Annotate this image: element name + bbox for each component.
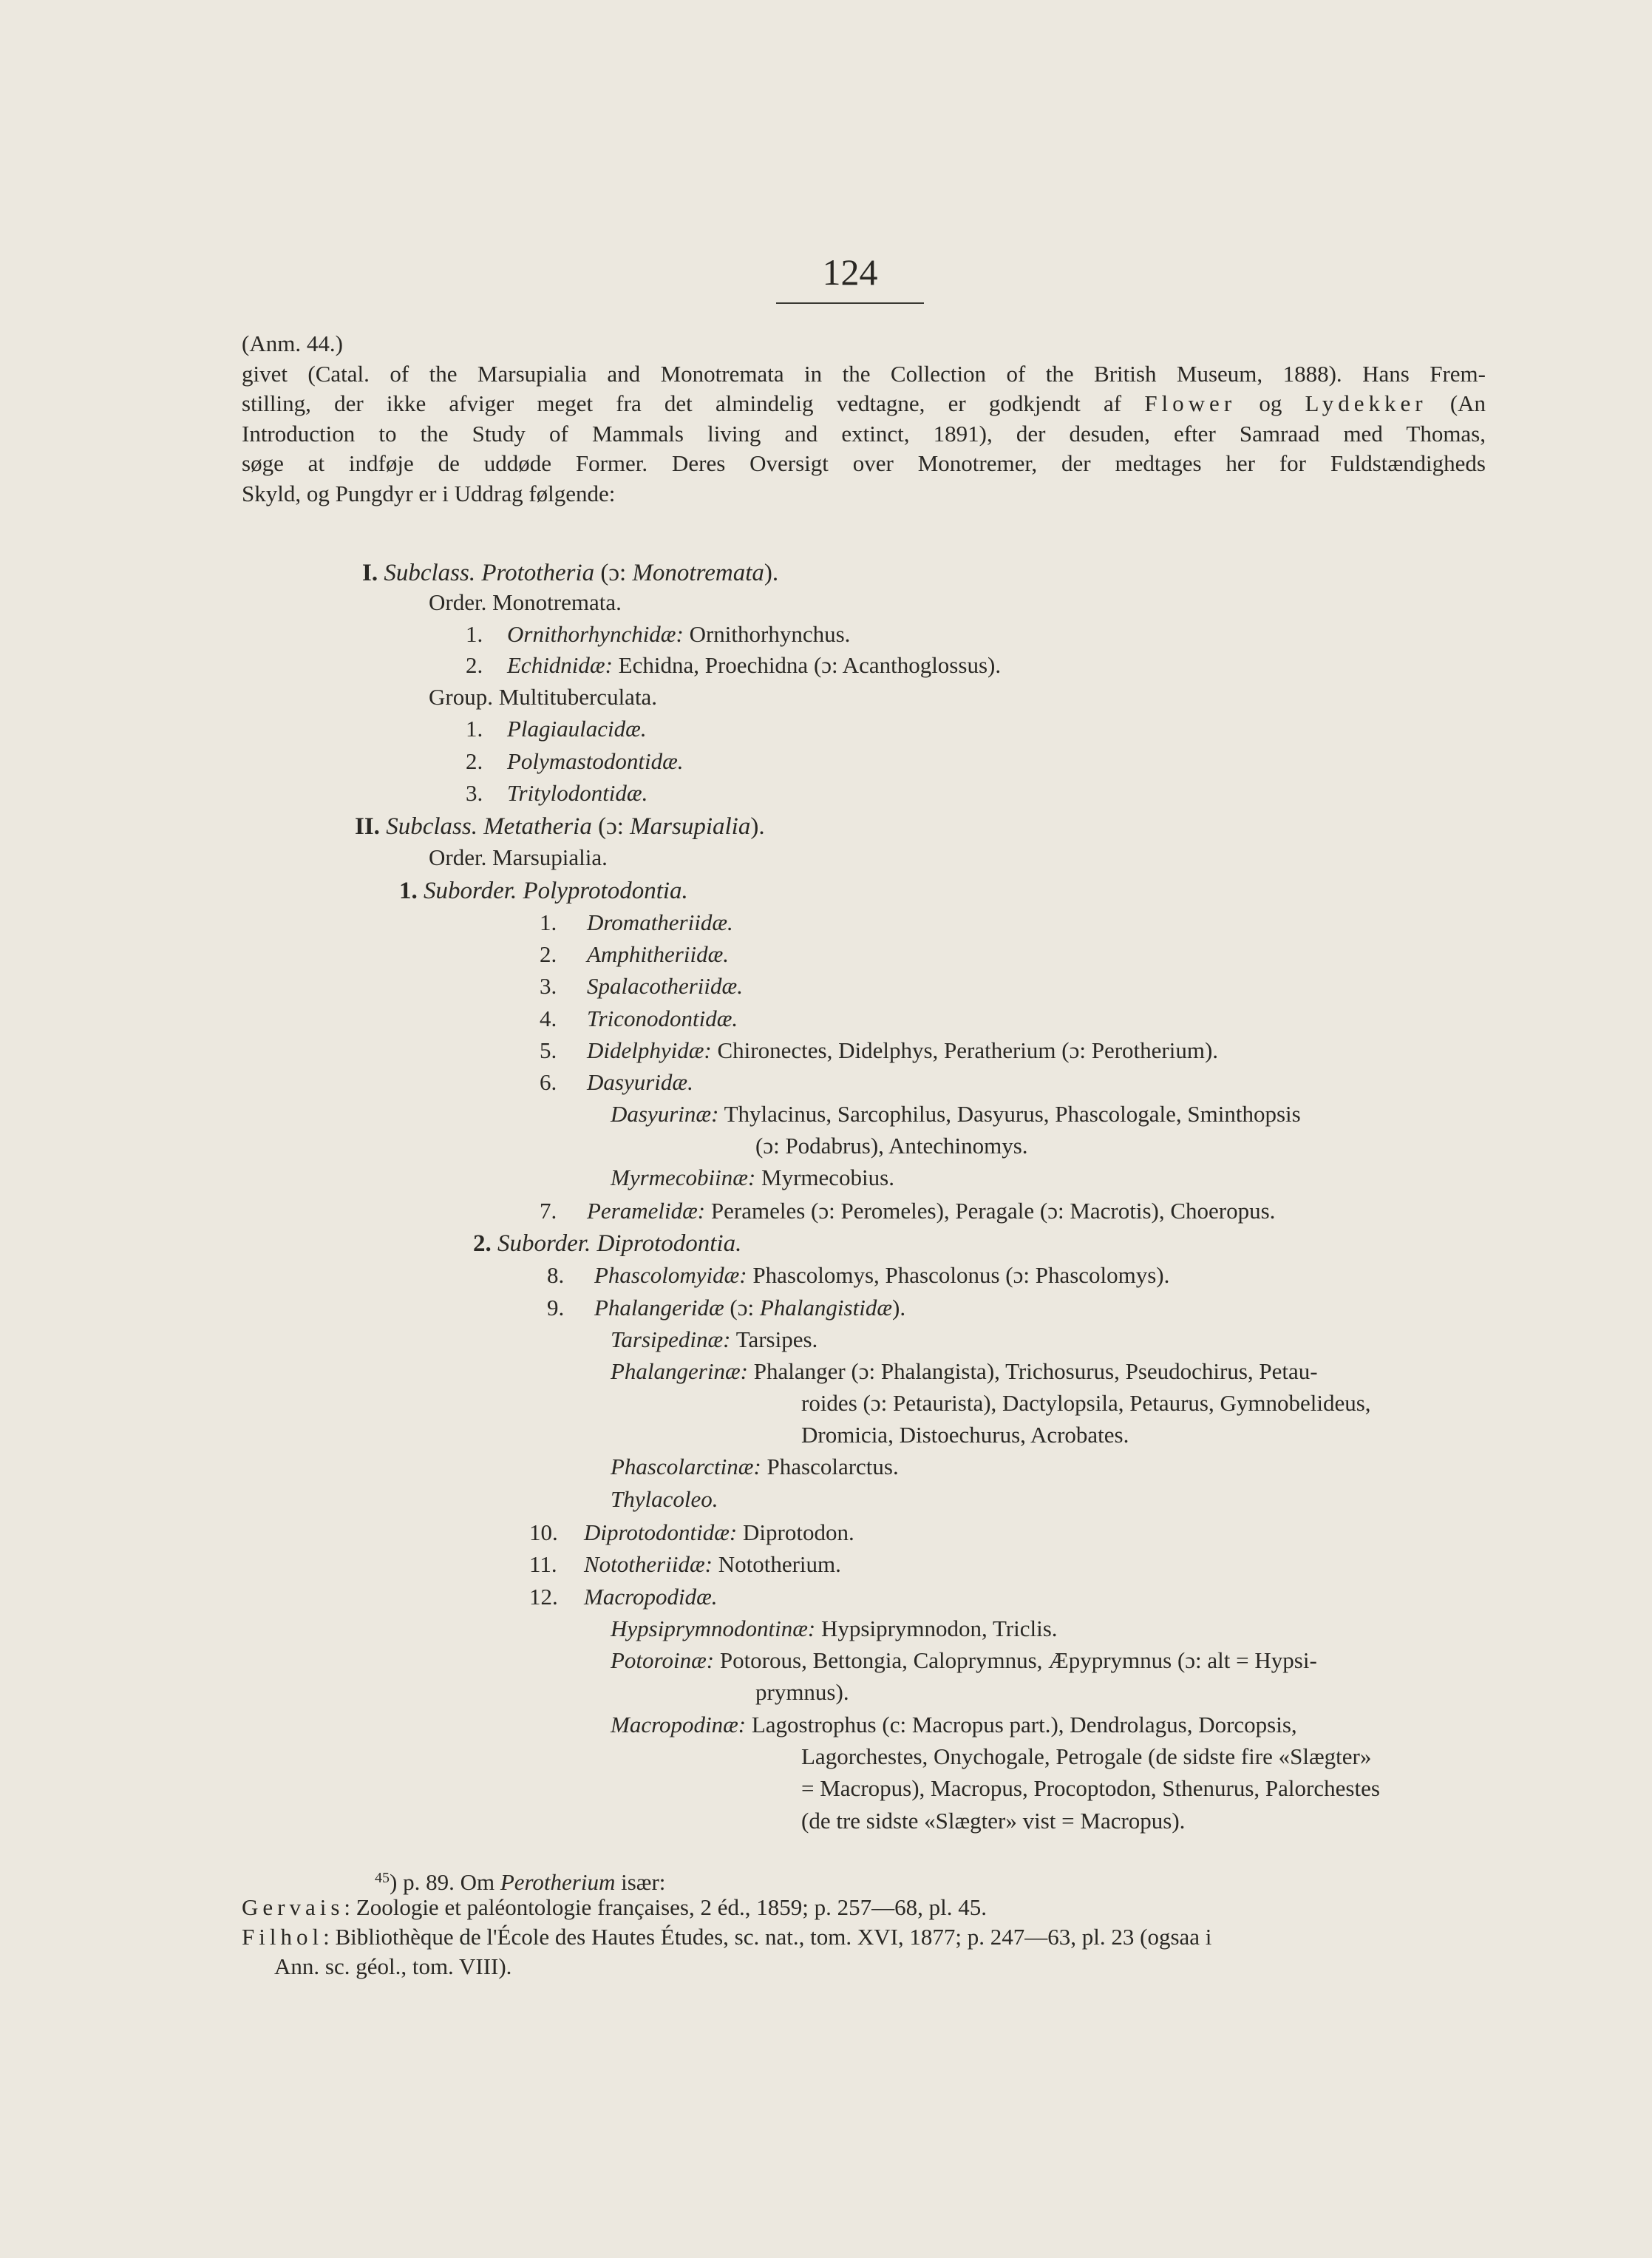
taxon-name: Spalacotheriidæ. — [587, 973, 743, 999]
taxon-name: Ornithorhynchidæ: — [507, 621, 684, 647]
item-number: 2. — [540, 941, 557, 967]
taxon-name: Echidnidæ: — [507, 652, 613, 678]
taxon-name: Dromatheriidæ. — [587, 909, 733, 935]
taxon-text: (ɔ: Podabrus), Antechinomys. — [755, 1133, 1028, 1159]
taxon-text: Echidna, Proechidna (ɔ: Acanthoglossus). — [612, 652, 1002, 678]
item-number: 3. — [540, 973, 557, 999]
outline-row-19 — [755, 1131, 1028, 1161]
taxon-name: Nototheriidæ: — [584, 1551, 713, 1577]
rank-marker: 2. — [473, 1230, 497, 1257]
outline-row-11 — [399, 876, 688, 906]
rank-marker: 1. — [399, 878, 424, 904]
taxon-name: Diprotodontidæ: — [584, 1519, 738, 1545]
intro-line-5: Skyld, og Pungdyr er i Uddrag følgende: — [242, 480, 616, 506]
taxon-text: Nototherium. — [712, 1551, 841, 1577]
taxon-name: Macropodinæ: — [611, 1712, 747, 1737]
taxon-name: Tarsipedinæ: — [611, 1326, 731, 1352]
taxon-text: (ɔ: — [591, 813, 630, 840]
intro-line-2-end: (An — [1449, 390, 1486, 416]
item-number: 1. — [466, 716, 483, 742]
item-number: 7. — [540, 1198, 557, 1224]
outline-row-1 — [362, 558, 778, 588]
item-number: 9. — [547, 1295, 565, 1320]
taxon-name: Dasyurinæ: — [611, 1101, 719, 1127]
intro-line-2-og: og — [1259, 390, 1282, 416]
rank-marker: II. — [355, 813, 387, 840]
outline-row-7 — [466, 747, 684, 776]
taxon-synonym: Marsupialia — [630, 813, 751, 840]
taxon-name: Tritylodontidæ. — [507, 780, 648, 806]
item-number: 8. — [547, 1262, 565, 1288]
outline-row-37 — [611, 1710, 1297, 1740]
taxon-name: Triconodontidæ. — [587, 1006, 738, 1031]
item-number: 5. — [540, 1037, 557, 1063]
intro-line-2-text: stilling, der ikke afviger meget fra det almindelig vedtagne, er godkjendt af — [242, 390, 1122, 416]
item-number: 2. — [466, 748, 483, 774]
outline-row-9 — [355, 812, 765, 841]
outline-row-29 — [611, 1452, 899, 1482]
footnote-suffix: især: — [615, 1869, 666, 1895]
footnote-prefix: ) p. 89. Om — [390, 1869, 500, 1895]
taxon-text: roides (ɔ: Petaurista), Dactylopsila, Petaurus, Gymnobelideus, — [801, 1390, 1371, 1416]
outline-row-31 — [529, 1518, 854, 1547]
outline-row-20 — [611, 1163, 894, 1193]
taxon-name: Thylacoleo. — [611, 1486, 718, 1512]
author-flower: Flower — [1144, 390, 1237, 416]
taxon-name: Polymastodontidæ. — [507, 748, 684, 774]
footnote-filhol — [242, 1922, 1211, 1952]
taxon-synonym: Phalangistidæ — [759, 1295, 893, 1320]
footnote-italic: Perotherium — [500, 1869, 616, 1895]
taxon-name: Subclass. Metatheria — [386, 813, 592, 840]
outline-row-38 — [801, 1742, 1371, 1772]
taxon-tail: ). — [892, 1295, 906, 1320]
taxon-text: Chironectes, Didelphys, Peratherium (ɔ: Perotherium). — [711, 1037, 1219, 1063]
outline-row-2 — [429, 588, 622, 617]
outline-row-4 — [466, 651, 1001, 680]
taxon-text: Thylacinus, Sarcophilus, Dasyurus, Phascologale, Sminthopsis — [718, 1101, 1301, 1127]
outline-row-25 — [611, 1325, 817, 1355]
taxon-text: Group. Multituberculata. — [429, 684, 658, 710]
intro-line-1: givet (Catal. of the Marsupialia and Monotremata in the Collection of the British Museum, 1888). Hans Frem- — [242, 360, 1486, 387]
item-number: 1. — [466, 621, 483, 647]
intro-line-4: søge at indføje de uddøde Former. Deres Oversigt over Monotremer, der medtages her for Fuldstændigheds — [242, 450, 1486, 476]
taxon-tail: ). — [750, 813, 765, 840]
outline-row-14 — [540, 972, 743, 1001]
taxon-name: Plagiaulacidæ. — [507, 716, 647, 742]
taxon-name: Macropodidæ. — [584, 1584, 718, 1610]
taxon-text: Tarsipes. — [730, 1326, 818, 1352]
taxon-text: Potorous, Bettongia, Caloprymnus, Æpyprymnus (ɔ: alt = Hypsi- — [714, 1647, 1317, 1673]
page-number: 124 — [822, 251, 878, 293]
outline-row-12 — [540, 908, 733, 938]
taxon-text: Phascolomys, Phascolonus (ɔ: Phascolomys). — [747, 1262, 1170, 1288]
taxon-name: Phalangerinæ: — [611, 1358, 748, 1384]
taxon-tail: ). — [764, 560, 779, 586]
item-number: 11. — [529, 1551, 557, 1577]
outline-row-5 — [429, 682, 657, 712]
item-number: 1. — [540, 909, 557, 935]
intro-paragraph — [242, 329, 1486, 509]
outline-row-30 — [611, 1485, 718, 1514]
taxon-text: Order. Monotremata. — [429, 589, 622, 615]
footnote-gervais — [242, 1893, 987, 1922]
taxon-text: Ornithorhynchus. — [683, 621, 851, 647]
outline-row-36 — [755, 1678, 849, 1707]
rank-marker: I. — [362, 560, 384, 586]
outline-row-33 — [529, 1582, 718, 1612]
author-lydekker: Lydekker — [1305, 390, 1427, 416]
taxon-name: Potoroinæ: — [611, 1647, 715, 1673]
taxon-name: Didelphyidæ: — [587, 1037, 712, 1063]
outline-row-28 — [801, 1420, 1129, 1450]
taxon-text: Phalanger (ɔ: Phalangista), Trichosurus, Pseudochirus, Petau- — [748, 1358, 1318, 1384]
footnote-marker: 45 — [375, 1870, 390, 1886]
taxon-text: Myrmecobius. — [755, 1164, 894, 1190]
item-number: 2. — [466, 652, 483, 678]
taxon-name: Suborder. Polyprotodontia. — [424, 878, 688, 904]
taxon-text: Phascolarctus. — [761, 1454, 899, 1479]
outline-row-26 — [611, 1357, 1318, 1386]
outline-row-21 — [540, 1196, 1275, 1226]
item-number: 10. — [529, 1519, 558, 1545]
outline-row-6 — [466, 714, 647, 744]
taxon-name: Suborder. Diprotodontia. — [497, 1230, 742, 1257]
footnote-filhol-cont: Ann. sc. géol., tom. VIII). — [274, 1953, 512, 1979]
outline-row-8 — [466, 779, 647, 808]
taxon-name: Amphitheriidæ. — [587, 941, 730, 967]
outline-row-35 — [611, 1646, 1317, 1675]
taxon-name: Peramelidæ: — [587, 1198, 706, 1224]
outline-row-32 — [529, 1550, 841, 1579]
outline-row-16 — [540, 1036, 1218, 1065]
outline-row-24 — [547, 1293, 905, 1323]
author-gervais: Gervais — [242, 1894, 344, 1920]
item-number: 12. — [529, 1584, 558, 1610]
anm-label: (Anm. 44.) — [242, 330, 343, 356]
taxon-synonym: Monotremata — [632, 560, 764, 586]
outline-row-3 — [466, 620, 850, 649]
taxon-text: Order. Marsupialia. — [429, 844, 608, 870]
taxon-text: (ɔ: — [594, 560, 633, 586]
taxon-text: (ɔ: — [724, 1295, 760, 1320]
taxon-text: (de tre sidste «Slægter» vist = Macropus). — [801, 1808, 1186, 1834]
item-number: 4. — [540, 1006, 557, 1031]
taxon-text: Lagostrophus (c: Macropus part.), Dendrolagus, Dorcopsis, — [746, 1712, 1297, 1737]
taxon-name: Subclass. Prototheria — [384, 560, 595, 586]
taxon-text: Diprotodon. — [737, 1519, 854, 1545]
page-number-rule — [776, 302, 924, 304]
filhol-reference: : Bibliothèque de l'École des Hautes Études, sc. nat., tom. XVI, 1877; p. 247—63, pl. 23 (ogsaa i — [323, 1924, 1212, 1950]
outline-row-23 — [547, 1261, 1169, 1290]
author-filhol: Filhol — [242, 1924, 324, 1950]
outline-row-40 — [801, 1806, 1185, 1836]
outline-row-17 — [540, 1068, 693, 1097]
taxon-text: Perameles (ɔ: Peromeles), Peragale (ɔ: Macrotis), Choeropus. — [705, 1198, 1276, 1224]
taxon-name: Dasyuridæ. — [587, 1069, 693, 1095]
outline-row-13 — [540, 940, 729, 969]
item-number: 6. — [540, 1069, 557, 1095]
outline-row-39 — [801, 1774, 1380, 1803]
gervais-reference: : Zoologie et paléontologie françaises, 2 éd., 1859; p. 257—68, pl. 45. — [344, 1894, 987, 1920]
taxon-name: Phalangeridæ — [594, 1295, 724, 1320]
taxon-text: Hypsiprymnodon, Triclis. — [815, 1615, 1058, 1641]
outline-row-34 — [611, 1614, 1058, 1644]
item-number: 3. — [466, 780, 483, 806]
taxon-name: Phascolomyidæ: — [594, 1262, 747, 1288]
taxon-text: Lagorchestes, Onychogale, Petrogale (de sidste fire «Slægter» — [801, 1743, 1372, 1769]
taxon-name: Phascolarctinæ: — [611, 1454, 761, 1479]
outline-row-27 — [801, 1389, 1371, 1418]
taxon-text: Dromicia, Distoechurus, Acrobates. — [801, 1422, 1129, 1448]
outline-row-22 — [473, 1229, 741, 1258]
taxon-text: = Macropus), Macropus, Procoptodon, Sthenurus, Palorchestes — [801, 1775, 1380, 1801]
outline-row-10 — [429, 843, 608, 872]
taxon-name: Myrmecobiinæ: — [611, 1164, 756, 1190]
taxon-text: prymnus). — [755, 1679, 849, 1705]
taxon-name: Hypsiprymnodontinæ: — [611, 1615, 816, 1641]
outline-row-18 — [611, 1099, 1301, 1129]
intro-line-2 — [242, 389, 1486, 419]
intro-line-3: Introduction to the Study of Mammals living and extinct, 1891), der desuden, efter Samraad med Thomas, — [242, 420, 1486, 447]
outline-row-15 — [540, 1004, 738, 1034]
